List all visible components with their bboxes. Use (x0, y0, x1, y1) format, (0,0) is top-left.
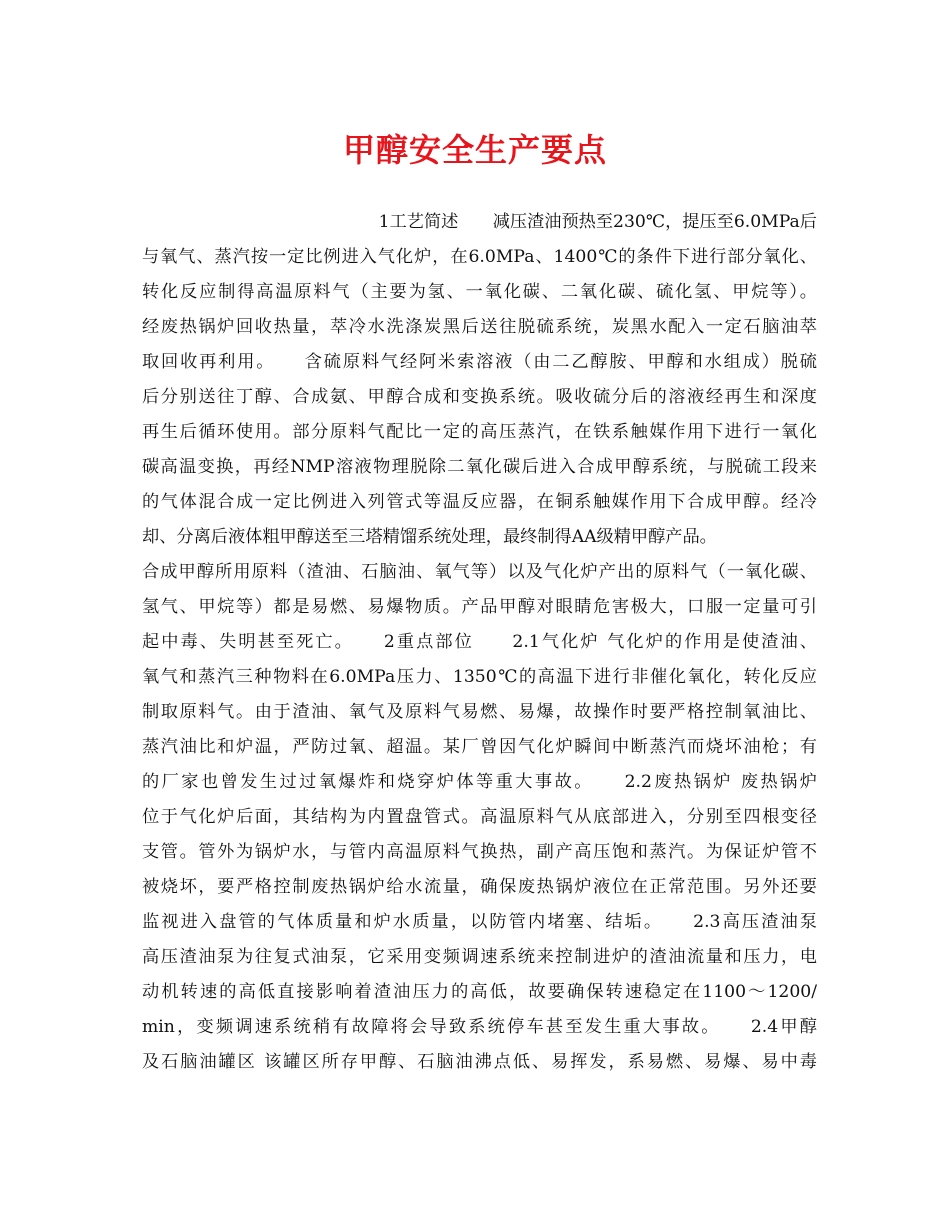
body-line: 蒸汽油比和炉温，严防过氧、超温。某厂曾因气化炉瞬间中断蒸汽而烧坏油枪；有 (142, 737, 817, 757)
body-line: 氢气、甲烷等）都是易燃、易爆物质。产品甲醇对眼睛危害极大，口服一定量可引 (142, 597, 817, 617)
body-line: 转化反应制得高温原料气（主要为氢、一氧化碳、二氧化碳、硫化氢、甲烷等）。 (142, 282, 817, 302)
document-title: 甲醇安全生产要点 (342, 131, 607, 169)
body-line: 却、分离后液体粗甲醇送至三塔精馏系统处理，最终制得AA级精甲醇产品。 (142, 527, 717, 547)
body-line: 及石脑油罐区 该罐区所存甲醇、石脑油沸点低、易挥发，系易燃、易爆、易中毒 (142, 1052, 817, 1072)
body-line: 经废热锅炉回收热量，萃冷水洗涤炭黑后送往脱硫系统，炭黑水配入一定石脑油萃 (142, 317, 817, 337)
body-line: 碳高温变换，再经NMP溶液物理脱除二氧化碳后进入合成甲醇系统，与脱硫工段来 (142, 457, 817, 477)
body-line: 支管。管外为锅炉水，与管内高温原料气换热，副产高压饱和蒸汽。为保证炉管不 (142, 842, 817, 862)
body-line: 氧气和蒸汽三种物料在6.0MPa压力、1350℃的高温下进行非催化氧化，转化反应 (142, 667, 817, 687)
body-line: 取回收再利用。 含硫原料气经阿米索溶液（由二乙醇胺、甲醇和水组成）脱硫 (142, 352, 817, 372)
body-line: 的气体混合成一定比例进入列管式等温反应器，在铜系触媒作用下合成甲醇。经冷 (142, 492, 817, 512)
body-line: 的厂家也曾发生过过氧爆炸和烧穿炉体等重大事故。 2.2废热锅炉 废热锅炉 (142, 772, 817, 792)
body-line: 被烧坏，要严格控制废热锅炉给水流量，确保废热锅炉液位在正常范围。另外还要 (142, 877, 817, 897)
body-line: 后分别送往丁醇、合成氨、甲醇合成和变换系统。吸收硫分后的溶液经再生和深度 (142, 387, 817, 407)
body-line: 再生后循环使用。部分原料气配比一定的高压蒸汽，在铁系触媒作用下进行一氧化 (142, 422, 817, 442)
body-line: 监视进入盘管的气体质量和炉水质量，以防管内堵塞、结垢。 2.3高压渣油泵 (142, 912, 817, 932)
body-line: 1工艺简述 减压渣油预热至230℃，提压至6.0MPa后 (378, 212, 817, 232)
body-line: 合成甲醇所用原料（渣油、石脑油、氧气等）以及气化炉产出的原料气（一氧化碳、 (142, 562, 817, 582)
body-line: 起中毒、失明甚至死亡。 2重点部位 2.1气化炉 气化炉的作用是使渣油、 (142, 632, 817, 652)
body-line: 位于气化炉后面，其结构为内置盘管式。高温原料气从底部进入，分别至四根变径 (142, 807, 817, 827)
body-line: 制取原料气。由于渣油、氧气及原料气易燃、易爆，故操作时要严格控制氧油比、 (142, 702, 817, 722)
document-body (142, 205, 817, 1080)
body-line: 动机转速的高低直接影响着渣油压力的高低，故要确保转速稳定在1100～1200/ (142, 982, 817, 1002)
body-line: 高压渣油泵为往复式油泵，它采用变频调速系统来控制进炉的渣油流量和压力，电 (142, 947, 817, 967)
body-line: 与氧气、蒸汽按一定比例进入气化炉，在6.0MPa、1400℃的条件下进行部分氧化、 (142, 247, 817, 267)
body-line: min，变频调速系统稍有故障将会导致系统停车甚至发生重大事故。 2.4甲醇 (142, 1017, 817, 1037)
